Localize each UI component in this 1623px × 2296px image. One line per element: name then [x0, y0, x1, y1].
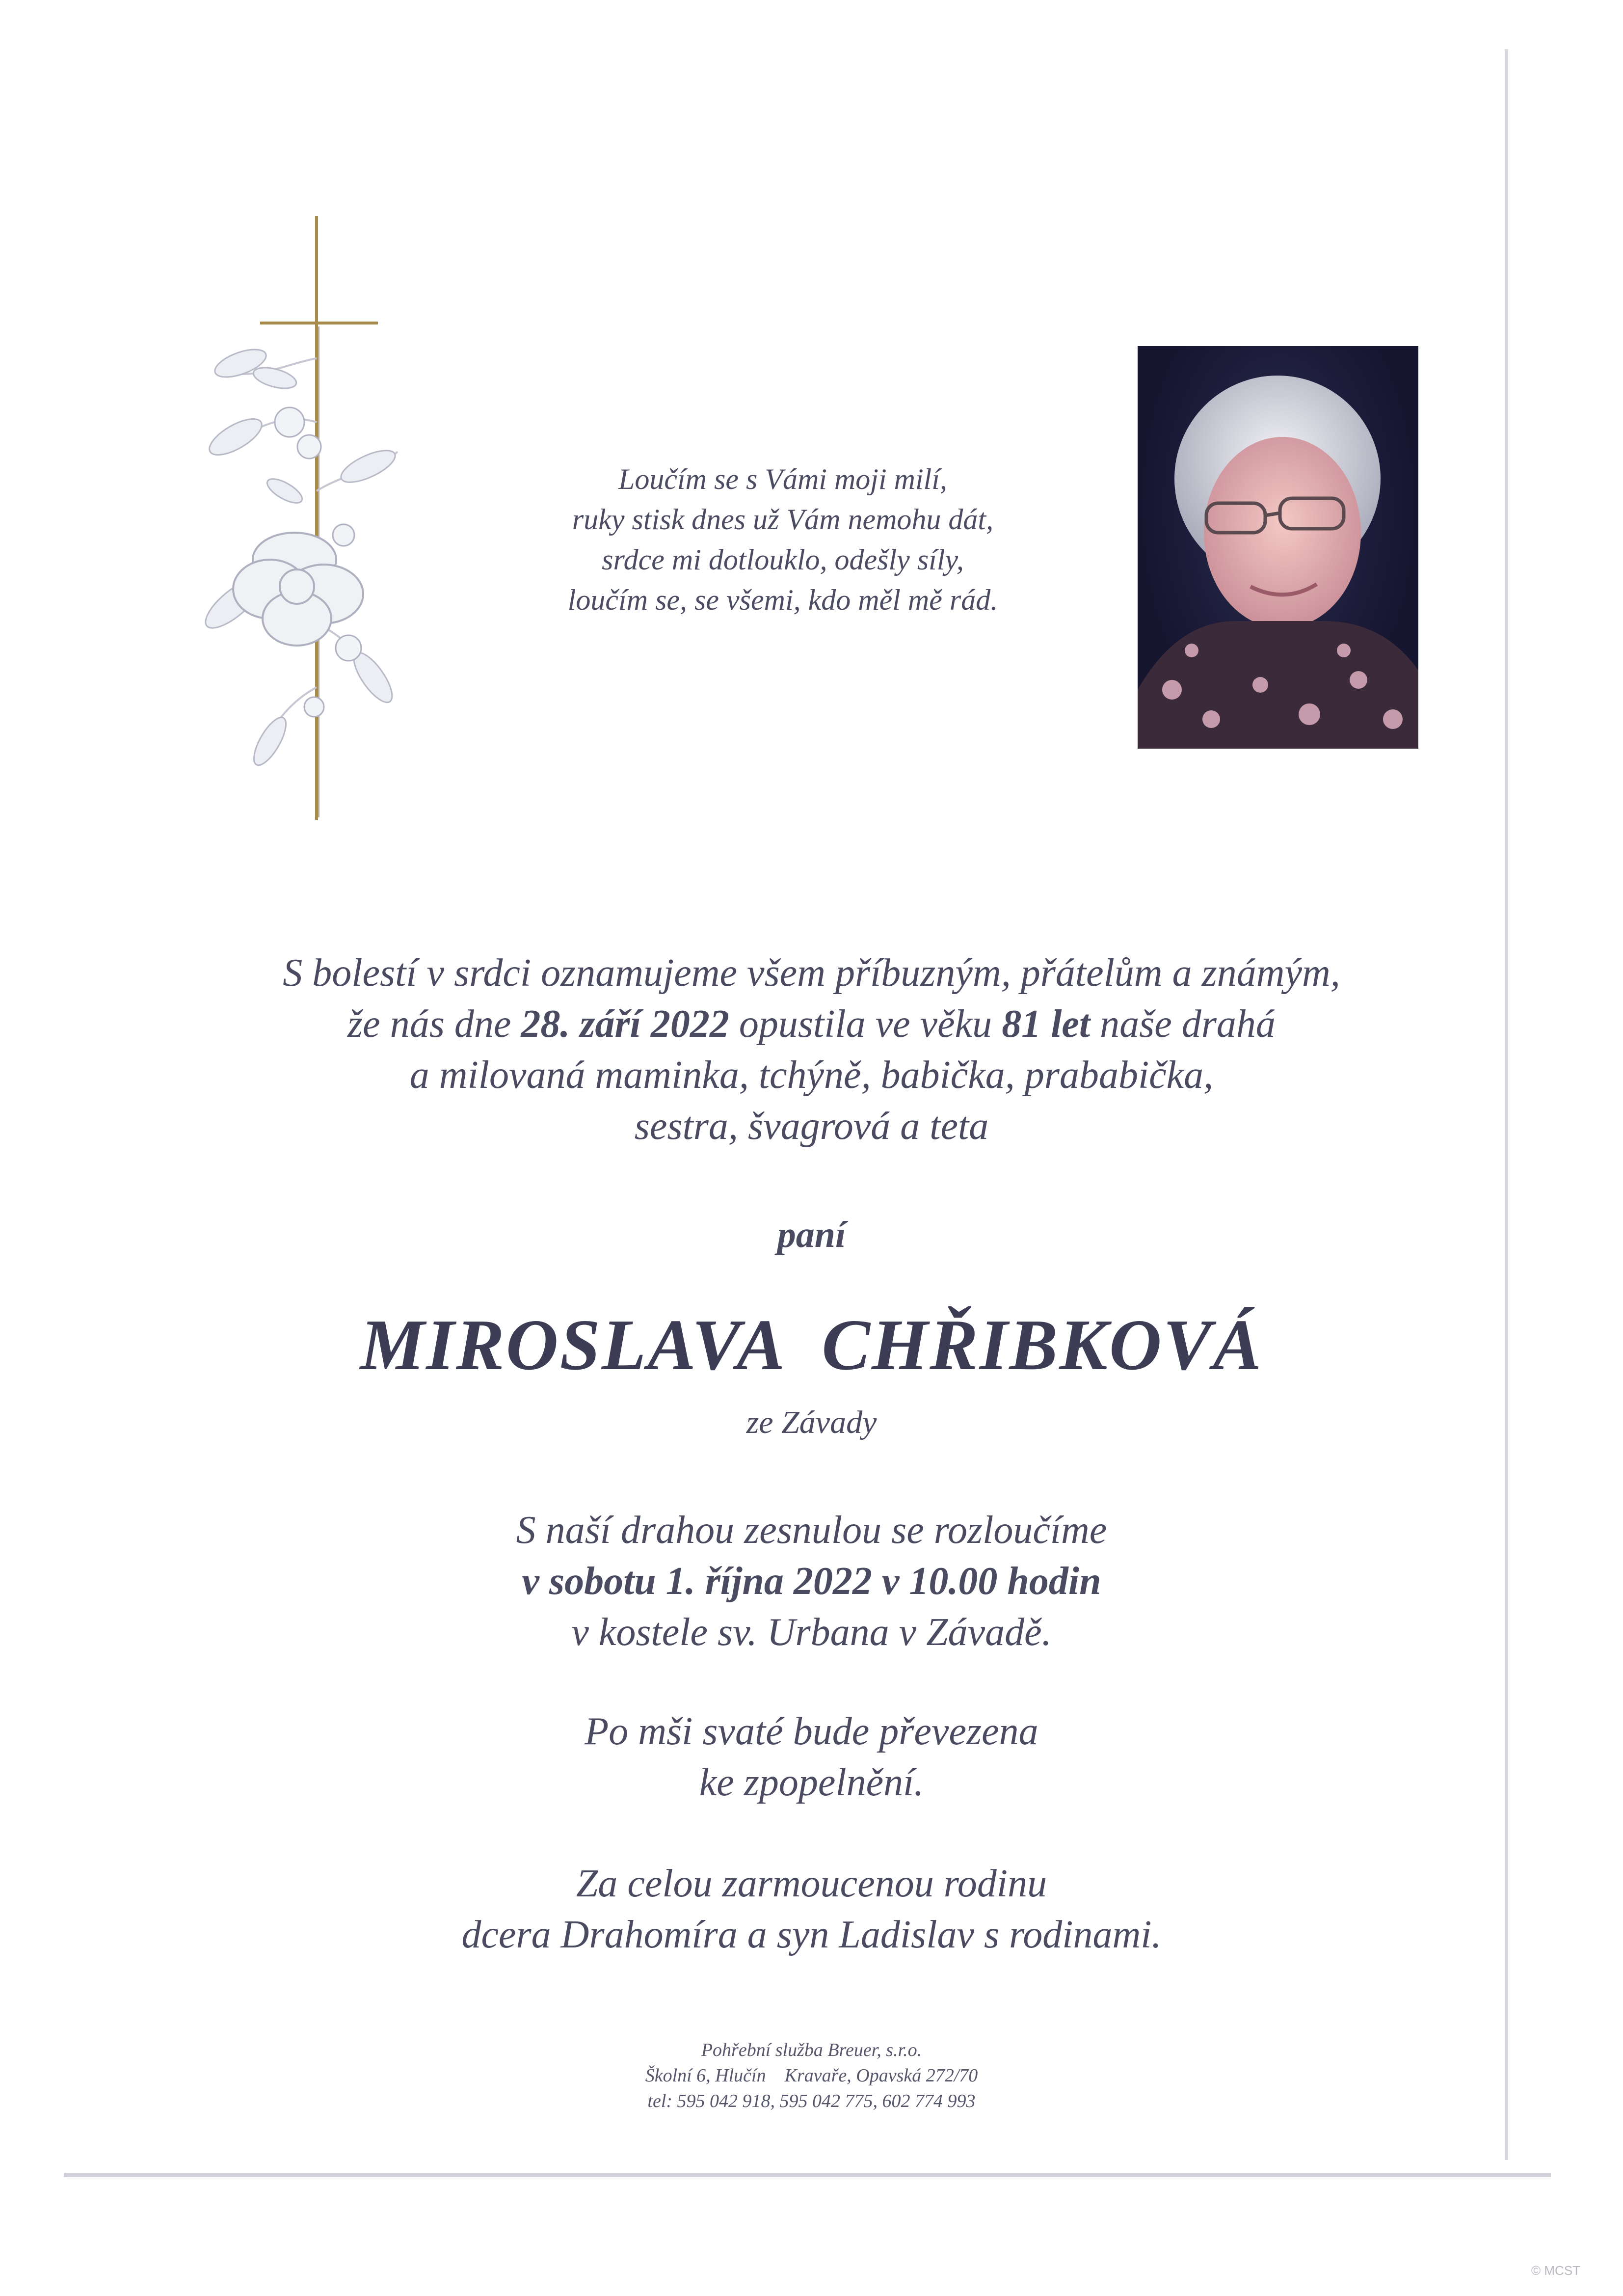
family-line: Za celou zarmoucenou rodinu: [576, 1862, 1047, 1905]
poem-line: ruky stisk dnes už Vám nemohu dát,: [572, 503, 994, 536]
cremation-line: Po mši svaté bude převezena: [585, 1710, 1038, 1753]
announcement-text: [0, 947, 1623, 1152]
cremation-line: ke zpopelnění.: [699, 1761, 924, 1804]
cross-icon: [186, 216, 412, 835]
announcement-line: [0, 999, 1623, 1050]
deceased-name: MIROSLAVA CHŘIBKOVÁ: [360, 1305, 1263, 1385]
death-date: 28. září 2022: [521, 1002, 729, 1046]
ceremony-info: [0, 1505, 1623, 1658]
poem-verse: [506, 459, 1060, 620]
announcement-line: S bolestí v srdci oznamujeme všem příbuzným, přátelům a známým,: [283, 951, 1340, 995]
ceremony-datetime: v sobotu 1. října 2022 v 10.00 hodin: [522, 1560, 1101, 1603]
announcement-line: a milovaná maminka, tchýně, babička, prababička,: [409, 1053, 1214, 1097]
title-honorific: paní: [777, 1214, 846, 1255]
origin-place: ze Závady: [746, 1405, 877, 1440]
cross-flower-illustration: [186, 216, 412, 835]
age: 81 let: [1002, 1002, 1091, 1046]
family-signature: [0, 1858, 1623, 1960]
portrait-image: [1138, 346, 1418, 749]
cremation-note: [0, 1706, 1623, 1808]
footer-company: Pohřební služba Breuer, s.r.o.: [701, 2040, 922, 2060]
watermark: © MCST: [1531, 2263, 1581, 2278]
announcement-text-part: naše drahá: [1090, 1002, 1276, 1046]
footer-phone: tel: 595 042 918, 595 042 775, 602 774 993: [647, 2091, 976, 2111]
scan-border-bottom: [64, 2173, 1551, 2177]
announcement-text-part: opustila ve věku: [729, 1002, 1002, 1046]
footer-address: Školní 6, Hlučín Kravaře, Opavská 272/70: [645, 2065, 978, 2086]
ceremony-line: S naší drahou zesnulou se rozloučíme: [516, 1509, 1107, 1552]
funeral-service-footer: [0, 2037, 1623, 2114]
poem-line: loučím se, se všemi, kdo měl mě rád.: [567, 584, 998, 616]
family-line: dcera Drahomíra a syn Ladislav s rodinami.: [461, 1913, 1162, 1956]
poem-line: srdce mi dotlouklo, odešly síly,: [602, 543, 964, 576]
poem-line: Loučím se s Vámi moji milí,: [618, 463, 947, 495]
portrait-photo: [1138, 346, 1418, 749]
announcement-line: sestra, švagrová a teta: [634, 1105, 989, 1148]
announcement-text-part: že nás dne: [347, 1002, 521, 1046]
ceremony-place: v kostele sv. Urbana v Závadě.: [571, 1611, 1052, 1654]
